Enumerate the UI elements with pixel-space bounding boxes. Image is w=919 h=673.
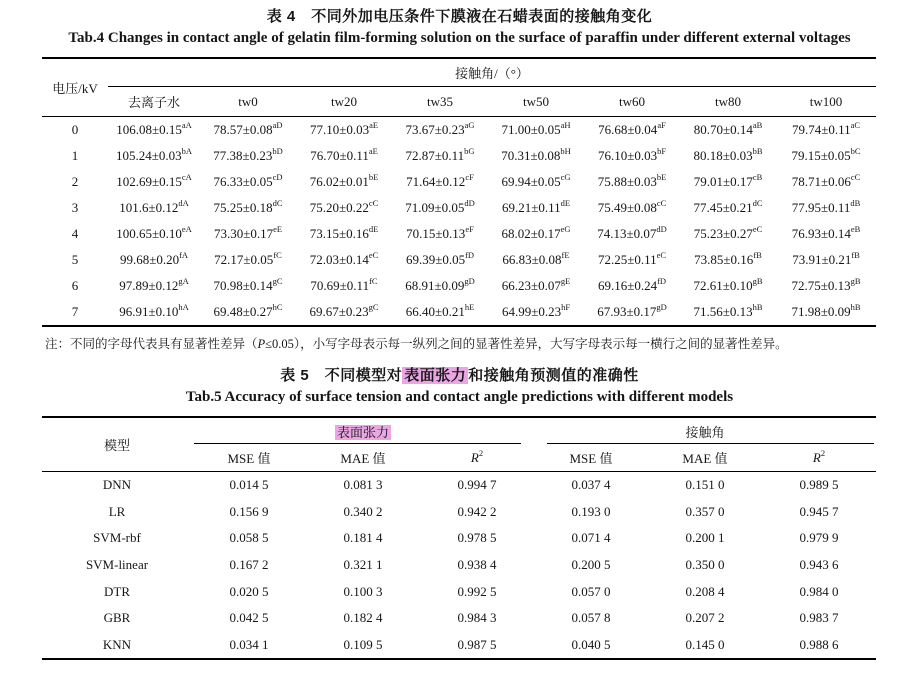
table4-subheader: tw0 (200, 87, 296, 117)
contact-angle-cell: $70.15\pm 0.13^{eF}$ (406, 224, 474, 241)
metric-cell: 0.020 5 (229, 583, 269, 599)
metric-cell: 0.321 1 (343, 557, 383, 573)
metric-cell: 0.938 4 (457, 557, 497, 573)
model-cell: DNN (102, 477, 132, 493)
metric-cell: 0.151 0 (685, 477, 725, 493)
metric-cell: 0.979 9 (799, 530, 839, 546)
contact-angle-cell: $74.13\pm 0.07^{dD}$ (597, 224, 667, 241)
metric-cell: 0.181 4 (343, 530, 383, 546)
contact-angle-cell: $73.30\pm 0.17^{eE}$ (213, 224, 283, 241)
table5-row (42, 472, 876, 499)
contact-angle-cell: $99.68\pm 0.20^{fA}$ (119, 250, 189, 267)
table5-body (42, 472, 876, 660)
metric-cell: 0.014 5 (229, 477, 269, 493)
metric-cell: 0.943 6 (799, 557, 839, 573)
contact-angle-cell: $97.89\pm 0.12^{gA}$ (119, 276, 189, 293)
contact-angle-cell: $69.67\pm 0.23^{gC}$ (309, 302, 379, 319)
voltage-cell: 1 (71, 148, 79, 163)
table4-subheader: tw60 (584, 87, 680, 117)
contact-angle-cell: $96.91\pm 0.10^{hA}$ (119, 302, 189, 319)
metric-cell: 0.340 2 (343, 503, 383, 519)
contact-angle-cell: $66.40\pm 0.21^{hE}$ (405, 302, 475, 319)
table5-row (42, 605, 876, 632)
metric-cell: 0.992 5 (457, 583, 497, 599)
contact-angle-cell: $73.91\pm 0.21^{fB}$ (792, 250, 860, 267)
contact-angle-cell: $105.24\pm 0.03^{bA}$ (115, 146, 193, 163)
table4-title-cn: 表 4 不同外加电压条件下膜液在石蜡表面的接触角变化 (266, 8, 653, 25)
contact-angle-cell: $75.20\pm 0.22^{cC}$ (309, 198, 379, 215)
table4-subheader: tw80 (680, 87, 776, 117)
metric-cell: 0.208 4 (685, 583, 725, 599)
table4-row (42, 143, 876, 169)
voltage-cell: 2 (71, 174, 79, 189)
voltage-cell: 6 (71, 278, 79, 293)
metric-cell: 0.357 0 (685, 503, 725, 519)
contact-angle-cell: $69.39\pm 0.05^{fD}$ (405, 250, 475, 267)
metric-cell: 0.071 4 (571, 530, 611, 546)
contact-angle-cell: $100.65\pm 0.10^{eA}$ (116, 224, 192, 241)
table4-subheader: 去离子水 (108, 87, 200, 117)
table5-row (42, 552, 876, 579)
table5-group-header (192, 417, 534, 444)
table5-title-en: Tab.5 Accuracy of surface tension and contact angle predictions with different models (185, 389, 734, 405)
contact-angle-cell: $76.93\pm 0.14^{eB}$ (791, 224, 861, 241)
table4-span-row (42, 58, 876, 87)
contact-angle-cell: $79.15\pm 0.05^{bC}$ (791, 146, 861, 163)
metric-cell: 0.167 2 (229, 557, 269, 573)
voltage-cell: 3 (71, 200, 79, 215)
contact-angle-cell: $106.08\pm 0.15^{aA}$ (116, 120, 192, 137)
model-cell: GBR (103, 610, 131, 626)
table4-row (42, 117, 876, 144)
note-text-suffix: ≤0.05），小写字母表示每一纵列之间的显著性差异，大写字母表示每一横行之间的显著性差异。 (265, 337, 788, 351)
contact-angle-cell: $68.02\pm 0.17^{eG}$ (501, 224, 571, 241)
contact-angle-cell: $75.88\pm 0.03^{bE}$ (597, 172, 667, 189)
contact-angle-cell: $66.23\pm 0.07^{gE}$ (501, 276, 571, 293)
contact-angle-cell: $71.56\pm 0.13^{hB}$ (693, 302, 763, 319)
contact-angle-cell: $72.61\pm 0.10^{gB}$ (693, 276, 763, 293)
metric-cell: 0.109 5 (343, 636, 383, 652)
metric-cell: 0.057 8 (571, 610, 611, 626)
contact-angle-cell: $67.93\pm 0.17^{gD}$ (597, 302, 667, 319)
voltage-cell: 7 (71, 304, 79, 319)
contact-angle-cell: $70.31\pm 0.08^{bH}$ (501, 146, 571, 163)
table4-row (42, 247, 876, 273)
table5-subheader: MSE 值 (192, 444, 306, 472)
table5-subheader: MAE 值 (306, 444, 420, 472)
contact-angle-cell: $75.49\pm 0.08^{cC}$ (597, 198, 667, 215)
metric-cell: 0.042 5 (229, 610, 269, 626)
table5-subheader: MSE 值 (534, 444, 648, 472)
table4-subheader: tw100 (776, 87, 876, 117)
table5-group-label: 接触角 (685, 424, 725, 440)
table5-row (42, 632, 876, 660)
contact-angle-cell: $64.99\pm 0.23^{hF}$ (501, 302, 571, 319)
contact-angle-cell: $70.69\pm 0.11^{fC}$ (310, 276, 378, 293)
contact-angle-cell: $77.95\pm 0.11^{dB}$ (791, 198, 861, 215)
metric-cell: 0.193 0 (571, 503, 611, 519)
contact-angle-cell: $76.33\pm 0.05^{cD}$ (213, 172, 283, 189)
table4-row (42, 299, 876, 326)
table4-subheader-row (42, 87, 876, 117)
table4-row (42, 169, 876, 195)
metric-cell: 0.984 0 (799, 583, 839, 599)
metric-cell: 0.984 3 (457, 610, 497, 626)
contact-angle-cell: $66.83\pm 0.08^{fE}$ (502, 250, 570, 267)
note-text-prefix: 注：不同的字母代表具有显著性差异（ (45, 337, 258, 351)
metric-cell: 0.040 5 (571, 636, 611, 652)
table4-subheader: tw50 (488, 87, 584, 117)
metric-cell: 0.057 0 (571, 583, 611, 599)
contact-angle-cell: $102.69\pm 0.15^{cA}$ (116, 172, 192, 189)
group-underline (194, 443, 521, 444)
contact-angle-cell: $76.68\pm 0.04^{aF}$ (598, 120, 666, 137)
table5-title-highlight: 表面张力 (404, 367, 467, 384)
table4-title-en: Tab.4 Changes in contact angle of gelatin film-forming solution on the surface of paraffin under different external voltages (68, 30, 851, 46)
contact-angle-cell: $73.85\pm 0.16^{fB}$ (694, 250, 762, 267)
contact-angle-cell: $71.09\pm 0.05^{dD}$ (405, 198, 475, 215)
contact-angle-cell: $69.94\pm 0.05^{cG}$ (501, 172, 571, 189)
contact-angle-cell: $72.87\pm 0.11^{bG}$ (405, 146, 475, 163)
contact-angle-cell: $79.74\pm 0.11^{aC}$ (791, 120, 861, 137)
table4-subheader: tw35 (392, 87, 488, 117)
table5-subheader: $R^2$ (762, 444, 876, 472)
contact-angle-cell: 69.21±0.11dE (501, 198, 571, 215)
table4-col1-header: 电压/kV (42, 58, 108, 117)
table5-subheader: MAE 值 (648, 444, 762, 472)
model-cell: SVM-linear (85, 557, 149, 573)
contact-angle-cell: 73.15±0.16dE (309, 224, 379, 241)
note-italic-p: P (257, 337, 266, 351)
table5-subheader: $R^2$ (420, 444, 534, 472)
contact-angle-cell: $72.03\pm 0.14^{eC}$ (309, 250, 379, 267)
metric-cell: 0.989 5 (799, 477, 839, 493)
voltage-cell: 4 (71, 226, 79, 241)
model-cell: LR (108, 503, 126, 519)
table5-group-header (534, 417, 876, 444)
table5-group-row (42, 417, 876, 444)
contact-angle-cell: $76.02\pm 0.01^{bE}$ (309, 172, 379, 189)
table5-col1-header: 模型 (42, 417, 192, 472)
contact-angle-cell: $72.75\pm 0.13^{gB}$ (791, 276, 861, 293)
contact-angle-cell: $72.25\pm 0.11^{eC}$ (597, 250, 667, 267)
table4-row (42, 273, 876, 299)
table4 (42, 57, 876, 327)
contact-angle-cell: $76.10\pm 0.03^{bF}$ (597, 146, 667, 163)
metric-cell: 0.081 3 (343, 477, 383, 493)
metric-cell: 0.100 3 (343, 583, 383, 599)
table5-row (42, 578, 876, 605)
contact-angle-cell: $71.00\pm 0.05^{aH}$ (501, 120, 571, 137)
model-cell: SVM-rbf (93, 530, 141, 546)
contact-angle-cell: $78.71\pm 0.06^{cC}$ (791, 172, 861, 189)
contact-angle-cell: $80.70\pm 0.14^{aB}$ (693, 120, 763, 137)
voltage-cell: 0 (71, 122, 79, 137)
metric-cell: 0.350 0 (685, 557, 725, 573)
contact-angle-cell: $69.16\pm 0.24^{fD}$ (597, 276, 667, 293)
table4-row (42, 221, 876, 247)
metric-cell: 0.200 5 (571, 557, 611, 573)
contact-angle-cell: $73.67\pm 0.23^{aG}$ (405, 120, 475, 137)
model-cell: KNN (102, 636, 132, 652)
contact-angle-cell: $71.64\pm 0.12^{cF}$ (406, 172, 474, 189)
metric-cell: 0.207 2 (685, 610, 725, 626)
contact-angle-cell: $77.10\pm 0.03^{aE}$ (309, 120, 379, 137)
metric-cell: 0.058 5 (229, 530, 269, 546)
contact-angle-cell: $79.01\pm 0.17^{cB}$ (693, 172, 763, 189)
metric-cell: 0.978 5 (457, 530, 497, 546)
table4-subheader: tw20 (296, 87, 392, 117)
metric-cell: 0.987 5 (457, 636, 497, 652)
contact-angle-cell: $69.48\pm 0.27^{hC}$ (213, 302, 283, 319)
table5-group-label: 表面张力 (336, 424, 389, 440)
table5-row (42, 499, 876, 526)
metric-cell: 0.988 6 (799, 636, 839, 652)
table4-span-header: 接触角/（°） (108, 58, 876, 87)
metric-cell: 0.156 9 (229, 503, 269, 519)
metric-cell: 0.182 4 (343, 610, 383, 626)
metric-cell: 0.037 4 (571, 477, 611, 493)
table4-row (42, 195, 876, 221)
table4-body (42, 117, 876, 327)
metric-cell: 0.034 1 (229, 636, 269, 652)
contact-angle-cell: $76.70\pm 0.11^{aE}$ (310, 146, 378, 163)
contact-angle-cell: $71.98\pm 0.09^{hB}$ (791, 302, 861, 319)
metric-cell: 0.945 7 (799, 503, 839, 519)
contact-angle-cell: $70.98\pm 0.14^{gC}$ (213, 276, 283, 293)
table5 (42, 416, 876, 660)
contact-angle-cell: $78.57\pm 0.08^{aD}$ (213, 120, 283, 137)
contact-angle-cell: $72.17\pm 0.05^{fC}$ (214, 250, 282, 267)
contact-angle-cell: $80.18\pm 0.03^{bB}$ (693, 146, 763, 163)
contact-angle-cell: $68.91\pm 0.09^{gD}$ (405, 276, 475, 293)
voltage-cell: 5 (71, 252, 79, 267)
contact-angle-cell: $77.45\pm 0.21^{dC}$ (693, 198, 763, 215)
model-cell: DTR (104, 583, 130, 599)
contact-angle-cell: $77.38\pm 0.23^{bD}$ (213, 146, 283, 163)
table5-row (42, 525, 876, 552)
contact-angle-cell: $101.6\pm 0.12^{dA}$ (119, 198, 189, 215)
table4-note (45, 336, 919, 352)
metric-cell: 0.983 7 (799, 610, 839, 626)
metric-cell: 0.942 2 (457, 503, 497, 519)
metric-cell: 0.200 1 (685, 530, 725, 546)
metric-cell: 0.994 7 (457, 477, 497, 493)
group-underline (547, 443, 874, 444)
contact-angle-cell: $75.23\pm 0.27^{eC}$ (693, 224, 763, 241)
contact-angle-cell: $75.25\pm 0.18^{dC}$ (213, 198, 283, 215)
table5-title-prefix: 表 5 不同模型对 (280, 367, 403, 384)
table5-title-suffix: 和接触角预测值的准确性 (468, 367, 639, 384)
table5-title-cn (0, 366, 919, 385)
metric-cell: 0.145 0 (685, 636, 725, 652)
